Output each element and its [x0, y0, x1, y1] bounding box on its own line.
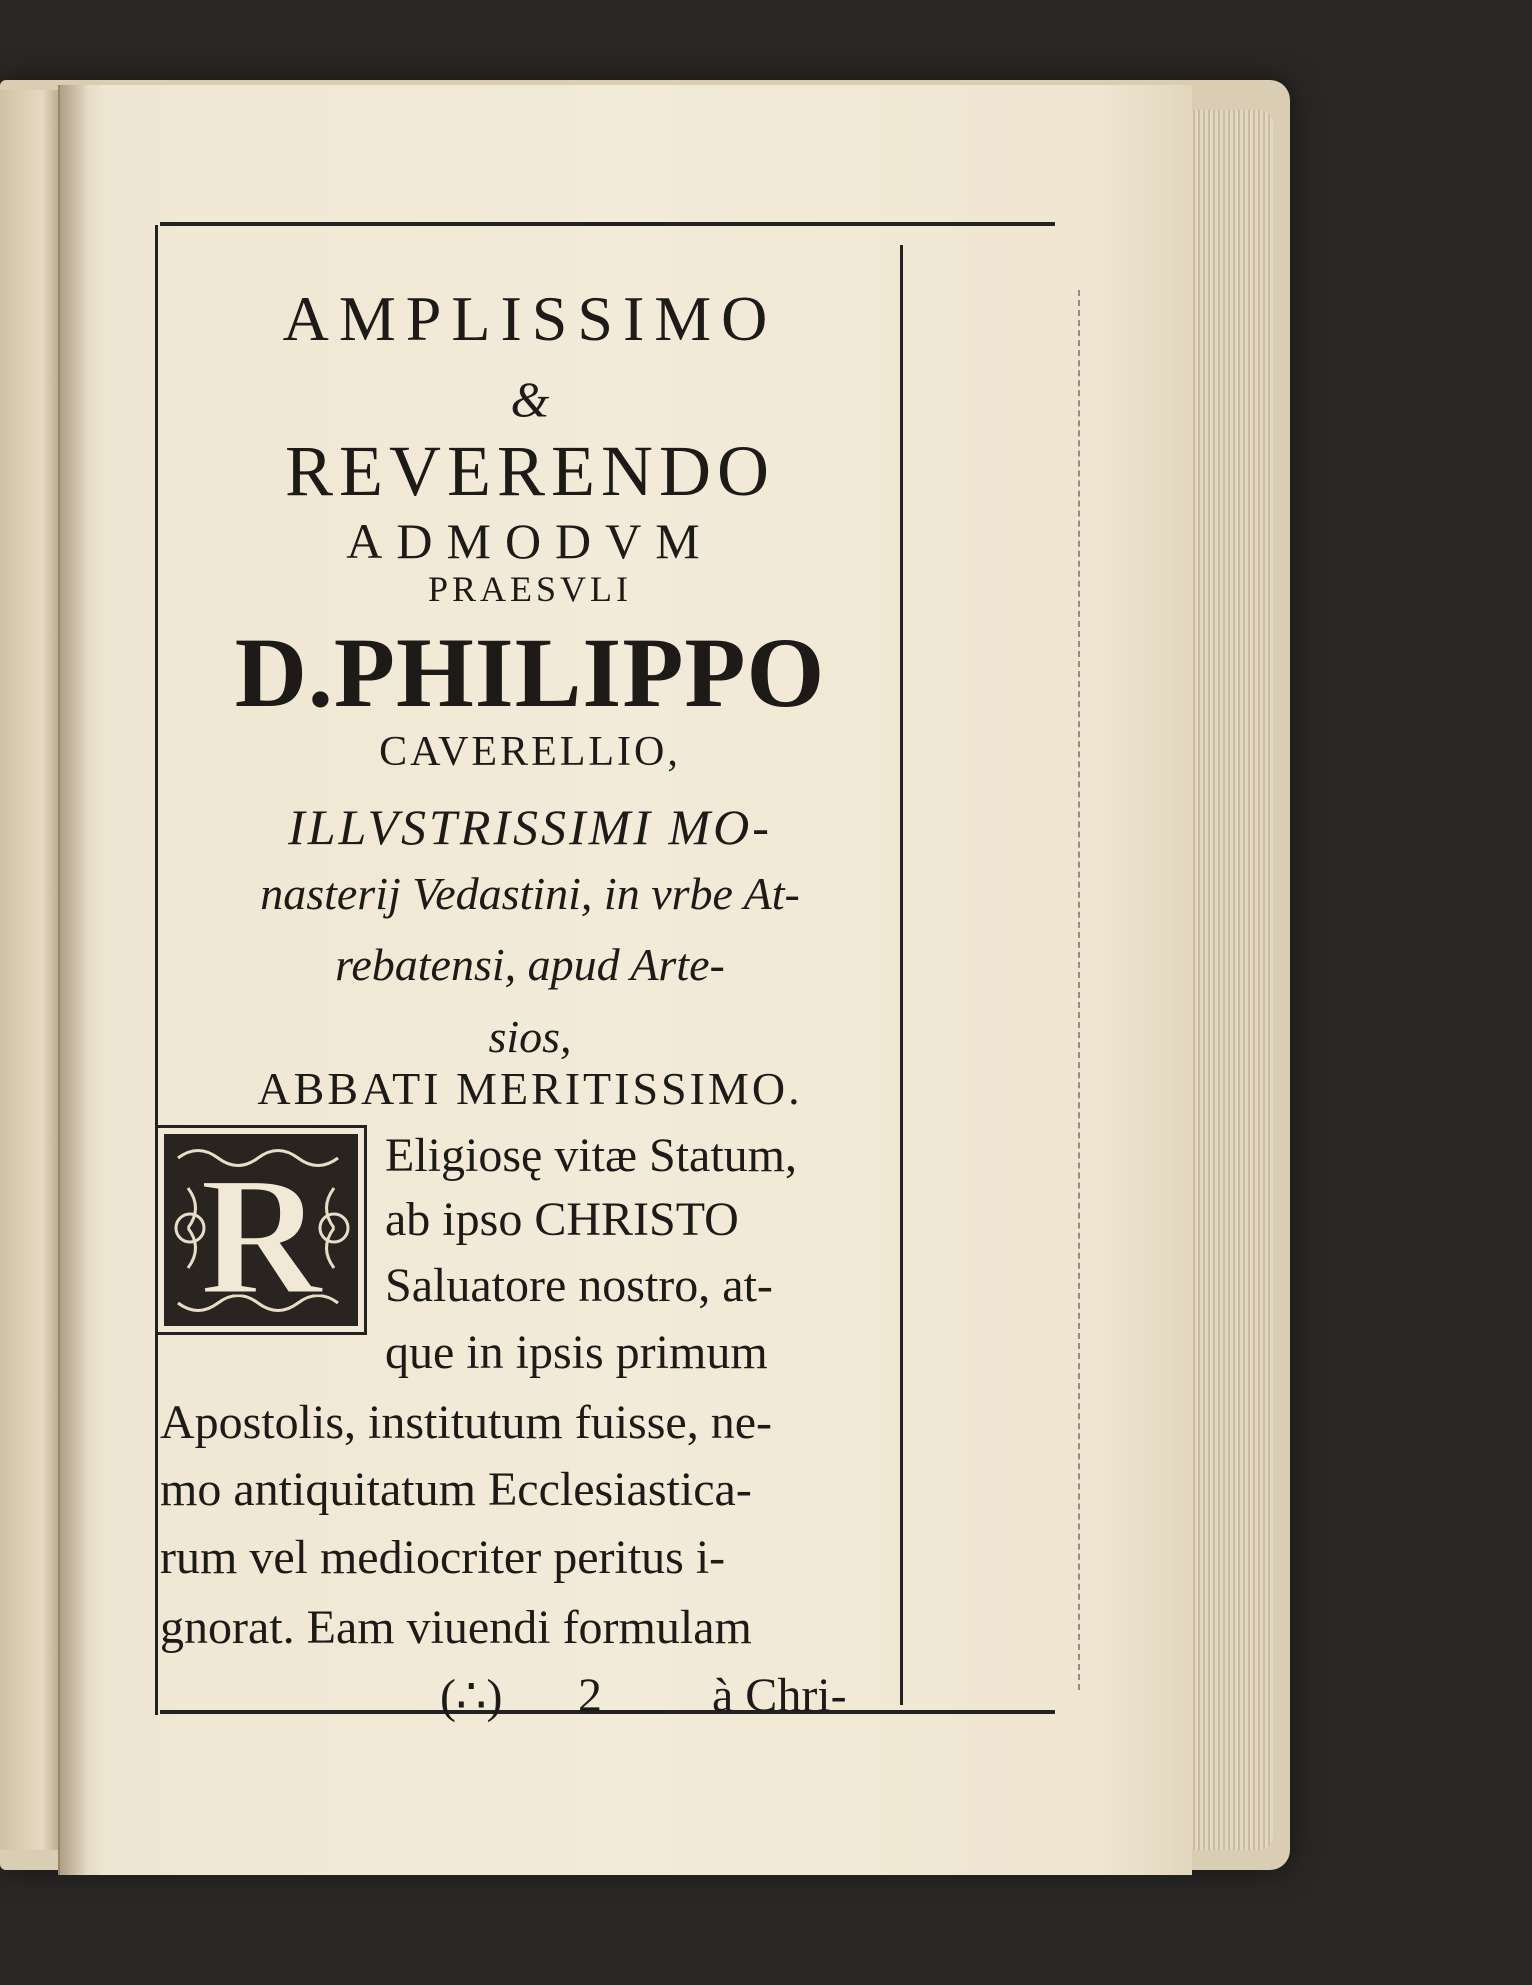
body-line-7: rum vel mediocriter peritus i-	[160, 1531, 726, 1584]
dedication-line-4: ADMODVM	[346, 513, 714, 569]
drop-cap-letter: R	[199, 1142, 323, 1330]
frame-rule-right	[900, 245, 903, 1705]
decorated-initial-ornament	[158, 1128, 364, 1332]
body-line-4: que in ipsis primum	[385, 1326, 768, 1379]
body-line-6: mo antiquitatum Ecclesiastica-	[160, 1463, 752, 1516]
dedication-line-5: PRAESVLI	[427, 569, 633, 609]
catchword: à Chri-	[712, 1669, 847, 1722]
dedication-ampersand: &	[510, 371, 550, 427]
frame-rule-bottom	[160, 1710, 1055, 1714]
frame-rule-top	[160, 222, 1055, 226]
dedication-surname: CAVERELLIO,	[379, 729, 681, 775]
signature-mark: (∴)	[440, 1670, 503, 1723]
left-page-edge	[0, 90, 60, 1850]
decorated-initial	[155, 1125, 367, 1335]
show-through-rule	[1078, 290, 1080, 1690]
dedication-line-12: ABBATI MERITISSIMO.	[257, 1063, 803, 1114]
dedication-line-8: ILLVSTRISSIMI MO-	[288, 799, 772, 855]
body-line-8: gnorat. Eam viuendi formulam	[160, 1601, 752, 1654]
page-fore-edge	[1185, 110, 1273, 1850]
dedication-name: D.PHILIPPO	[234, 617, 826, 728]
dedication-line-3: REVERENDO	[285, 431, 775, 511]
body-line-1: Eligiosę vitæ Statum,	[385, 1129, 798, 1182]
dedication-line-11: sios,	[488, 1011, 572, 1062]
dedication-line-1: AMPLISSIMO	[282, 283, 778, 354]
dedication-line-9: nasterij Vedastini, in vrbe At-	[260, 868, 800, 919]
body-line-2: ab ipso CHRISTO	[385, 1193, 739, 1246]
signature-number: 2	[578, 1669, 602, 1722]
dedication-line-10: rebatensi, apud Arte-	[335, 939, 725, 990]
body-line-3: Saluatore nostro, at-	[385, 1259, 773, 1312]
body-line-5: Apostolis, institutum fuisse, ne-	[160, 1396, 772, 1449]
frame-rule-left	[155, 225, 158, 1715]
gutter-shadow	[58, 85, 88, 1875]
